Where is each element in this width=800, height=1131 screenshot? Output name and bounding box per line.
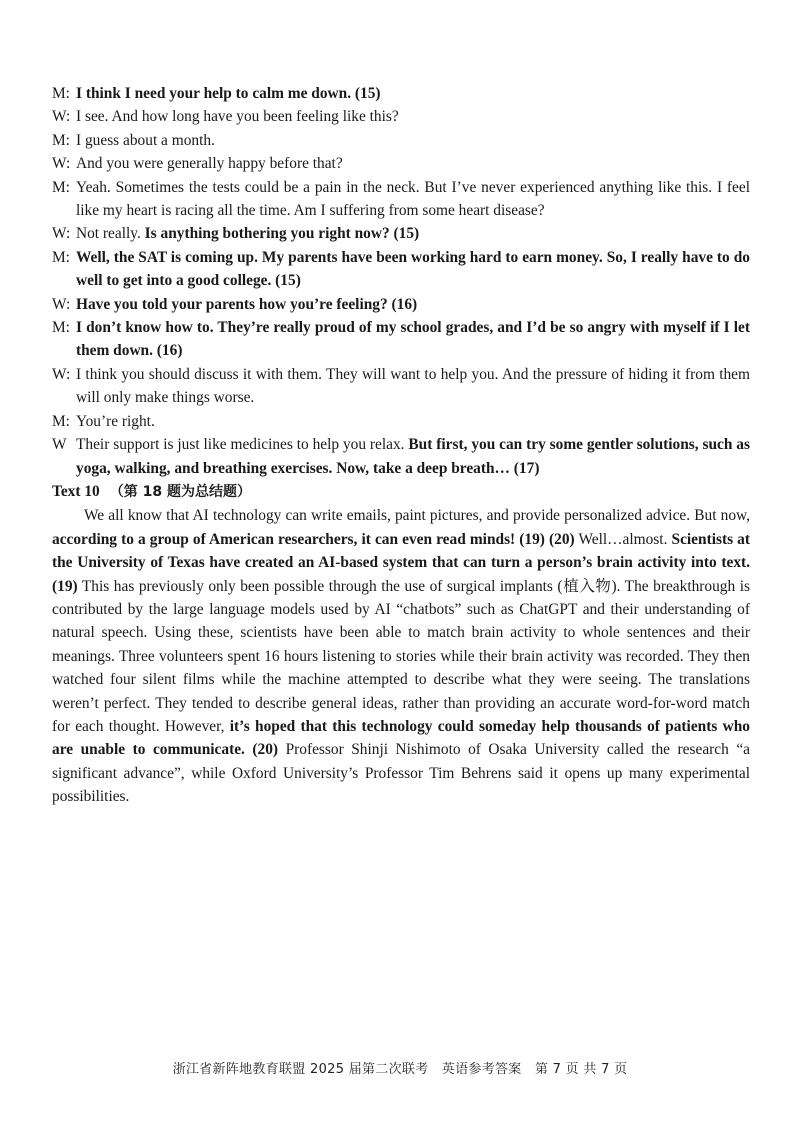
bold-answer-text: Have you told your parents how you’re feeling? (16)	[76, 295, 418, 313]
normal-text: I guess about a month.	[76, 131, 215, 149]
dialogue-line	[52, 105, 750, 128]
dialogue-line	[52, 246, 750, 293]
passage-segment: Well…almost.	[574, 530, 672, 548]
passage-bold-segment: it’s hoped that this technology could someday help thousands of patients who are unable to communicate. (20)	[52, 717, 750, 759]
passage-segment: This has previously only been possible through the use of surgical implants (植入物). The breakthrough is contributed by the large language models used by AI “chatbots” such as ChatGPT and their understanding of natural speech. Using these, scientists have been able to match brain activity to whole sentences and their meanings. Three volunteers spent 16 hours listening to stories while their brain activity was recorded. They then watched four silent films while the machine attempted to describe what they were seeing. The translations weren’t perfect. They tended to describe general ideas, rather than providing an accurate word-for-word match for each thought. However,	[52, 577, 750, 735]
section-subtitle: （第 18 题为总结题）	[109, 483, 251, 500]
bold-answer-text: Is anything bothering you right now? (15)	[144, 225, 420, 243]
dialogue-line	[52, 293, 750, 316]
normal-text: I think you should discuss it with them. They will want to help you. And the pressure of hiding it from them will only make things worse.	[76, 365, 750, 407]
speaker-label: M:	[52, 85, 70, 102]
dialogue-line	[52, 82, 750, 105]
bold-answer-text: I think I need your help to calm me down. (15)	[76, 85, 381, 102]
bold-answer-text: Well, the SAT is coming up. My parents have been working hard to earn money. So, I really have to do well to get into a good college. (15)	[76, 248, 750, 290]
speaker-label: W:	[52, 295, 71, 313]
normal-text: And you were generally happy before that?	[76, 155, 343, 173]
dialogue-line	[52, 152, 750, 175]
dialogue-line	[52, 316, 750, 363]
dialogue	[52, 82, 750, 480]
speaker-label: W	[52, 436, 67, 454]
speaker-label: M:	[52, 248, 70, 266]
section-title: Text 10	[52, 482, 100, 500]
speaker-label: W:	[52, 155, 71, 173]
normal-text: I see. And how long have you been feeling like this?	[76, 108, 399, 126]
normal-text: Not really.	[76, 225, 145, 243]
speaker-label: M:	[52, 131, 70, 149]
section-heading	[52, 480, 750, 504]
page-footer: 浙江省新阵地教育联盟 2025 届第二次联考 英语参考答案 第 7 页 共 7 页	[172, 1062, 628, 1077]
passage-bold-segment: Scientists at the University of Texas have created an AI-based system that can turn a person’s brain activity into text. (19)	[52, 530, 750, 595]
speaker-label: W:	[52, 108, 71, 126]
passage-segment: We all know that AI technology can write emails, paint pictures, and provide personalized advice. But now,	[84, 507, 750, 525]
speaker-label: M:	[52, 412, 70, 430]
bold-answer-text: But first, you can try some gentler solutions, such as yoga, walking, and breathing exercises. Now, take a deep breath… (17)	[76, 436, 750, 477]
dialogue-line	[52, 410, 750, 433]
dialogue-line	[52, 433, 750, 480]
normal-text: Their support is just like medicines to help you relax.	[76, 436, 409, 454]
dialogue-line	[52, 363, 750, 410]
passage-bold-segment: according to a group of American researchers, it can even read minds! (19) (20)	[52, 530, 575, 548]
bold-answer-text: I don’t know how to. They’re really proud of my school grades, and I’d be so angry with myself if I let them down. (16)	[76, 319, 750, 360]
speaker-label: W:	[52, 225, 71, 243]
dialogue-line	[52, 176, 750, 223]
normal-text: You’re right.	[76, 412, 155, 430]
normal-text: Yeah. Sometimes the tests could be a pain in the neck. But I’ve never experienced anything like this. I feel like my heart is racing all the time. Am I suffering from some heart disease?	[76, 178, 750, 220]
passage-paragraph	[52, 504, 750, 808]
dialogue-line	[52, 129, 750, 152]
speaker-label: W:	[52, 365, 71, 383]
speaker-label: M:	[52, 319, 70, 337]
dialogue-line	[52, 222, 750, 245]
speaker-label: M:	[52, 178, 70, 196]
passage-segment: Professor Shinji Nishimoto of Osaka University called the research “a significant advance”, while Oxford University’s Professor Tim Behrens said it opens up many experimental possibilities.	[52, 741, 750, 806]
answer-page	[52, 82, 750, 809]
